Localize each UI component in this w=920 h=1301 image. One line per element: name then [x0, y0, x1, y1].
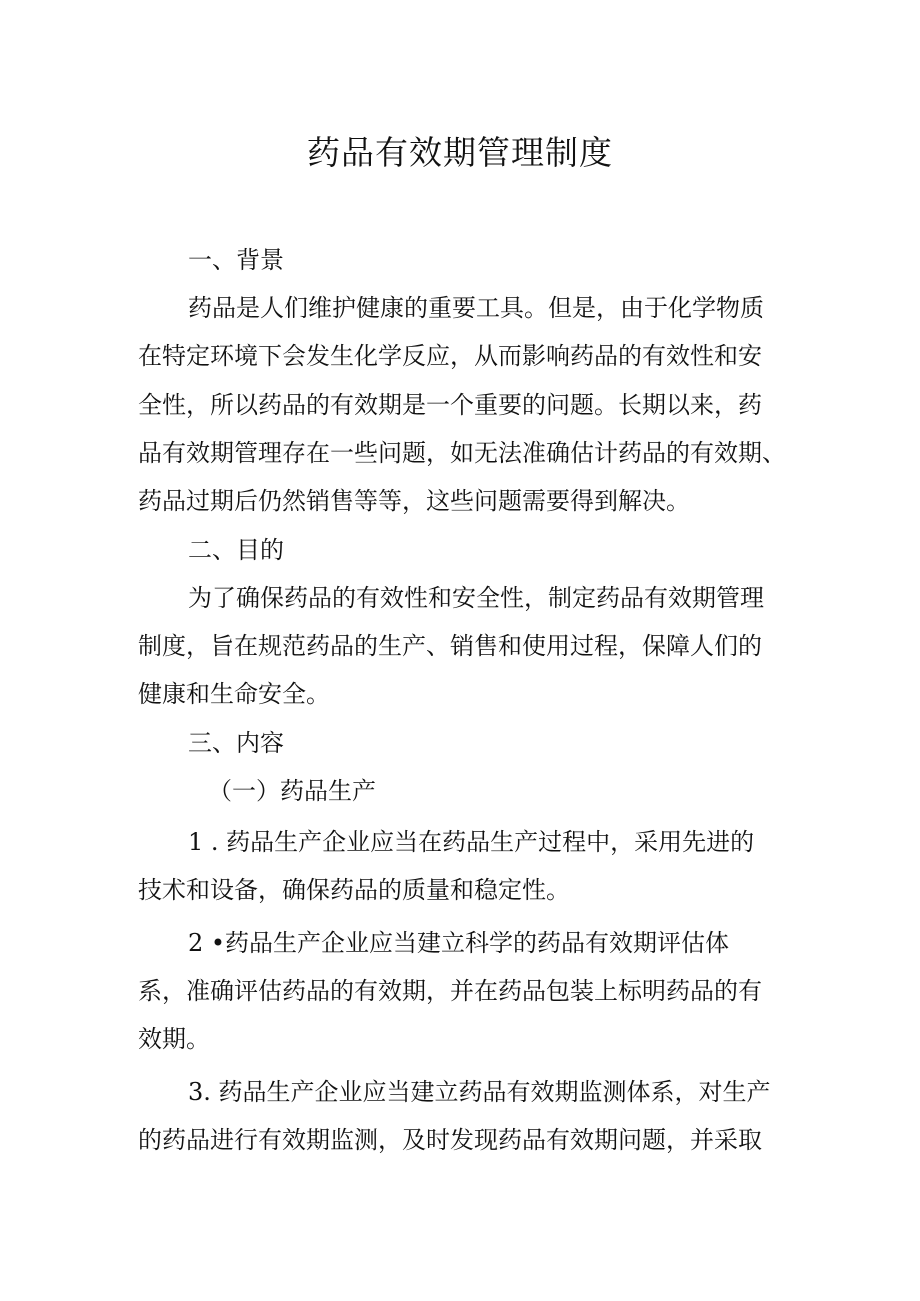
section-heading-background: 一、背景 — [188, 246, 284, 274]
list-item-line: 1 . 药品生产企业应当在药品生产过程中，采用先进的 — [188, 828, 755, 856]
paragraph-line: 制度，旨在规范药品的生产、销售和使用过程，保障人们的 — [138, 632, 762, 660]
paragraph-line: 的药品进行有效期监测，及时发现药品有效期问题，并采取 — [138, 1126, 762, 1154]
paragraph-line: 健康和生命安全。 — [138, 680, 330, 708]
paragraph-line: 系，准确评估药品的有效期，并在药品包装上标明药品的有 — [138, 977, 762, 1005]
list-item-line: 2 •药品生产企业应当建立科学的药品有效期评估体 — [188, 929, 730, 957]
paragraph-line: 在特定环境下会发生化学反应，从而影响药品的有效性和安 — [138, 342, 762, 370]
paragraph-line: 药品是人们维护健康的重要工具。但是，由于化学物质 — [188, 294, 764, 322]
paragraph-line: 药品过期后仍然销售等等，这些问题需要得到解决。 — [138, 487, 690, 515]
section-heading-purpose: 二、目的 — [188, 536, 284, 564]
paragraph-line: 品有效期管理存在一些问题，如无法准确估计药品的有效期、 — [138, 439, 786, 467]
subsection-heading-production: （一）药品生产 — [208, 777, 376, 805]
section-heading-content: 三、内容 — [188, 729, 284, 757]
paragraph-line: 为了确保药品的有效性和安全性，制定药品有效期管理 — [188, 584, 764, 612]
document-title: 药品有效期管理制度 — [307, 133, 613, 172]
paragraph-line: 全性，所以药品的有效期是一个重要的问题。长期以来，药 — [138, 391, 762, 419]
list-item-line: 3. 药品生产企业应当建立药品有效期监测体系，对生产 — [188, 1078, 771, 1106]
paragraph-line: 效期。 — [138, 1025, 210, 1053]
paragraph-line: 技术和设备，确保药品的质量和稳定性。 — [138, 876, 570, 904]
